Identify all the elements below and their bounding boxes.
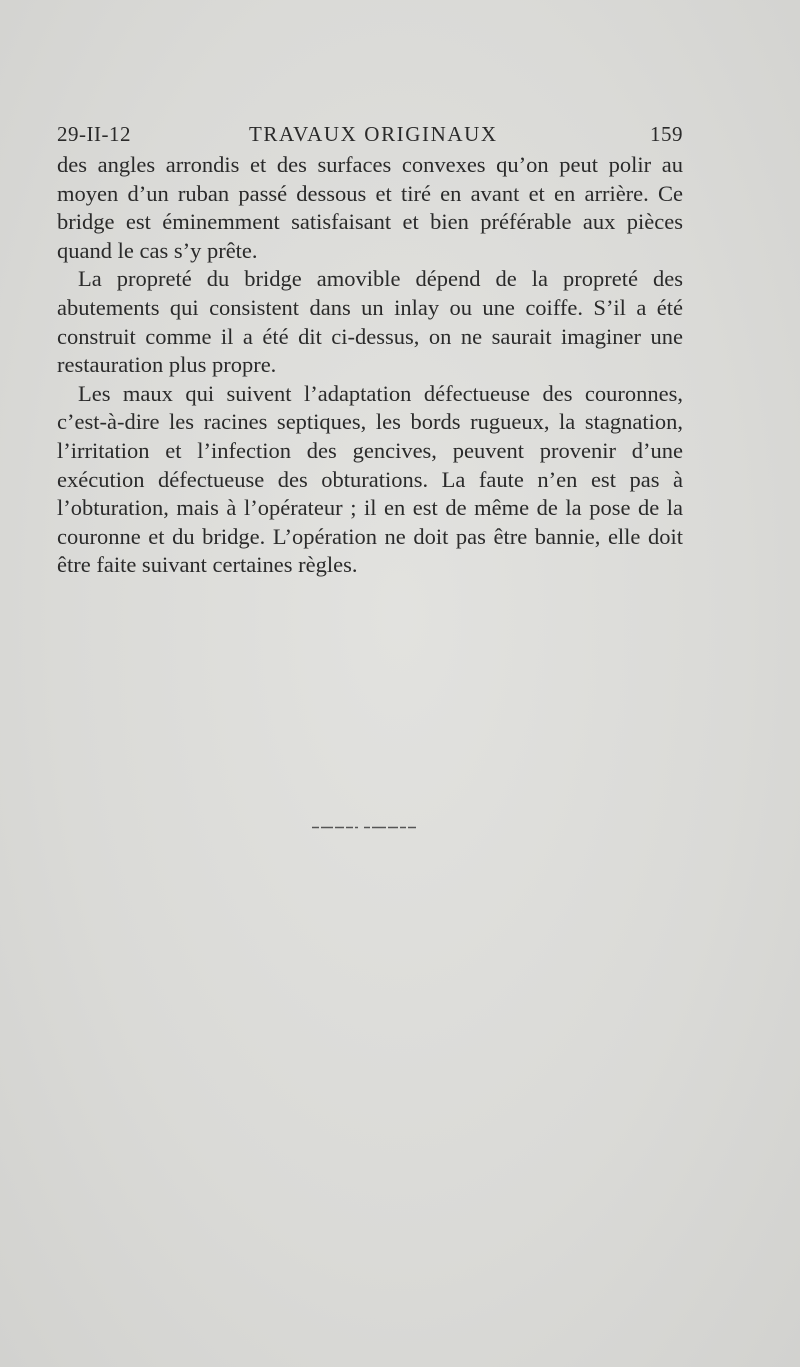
body-text	[57, 151, 683, 580]
paragraph-defective-adaptation: Les maux qui suivent l’adaptation défectueuse des couronnes, c’est-à-dire les racines septiques, les bords rugueux, la stagnation, l’irritation et l’infection des gencives, peuvent provenir d’une exécution défectueuse des obturations. La faute n’en est pas à l’obturation, mais à l’opérateur ; il en est de même de la pose de la couronne et du bridge. L’opération ne doit pas être bannie, elle doit être faite suivant certaines règles.	[57, 380, 683, 578]
section-end-rule	[312, 826, 416, 829]
running-head	[57, 122, 683, 150]
page-number: 159	[650, 122, 683, 146]
header-title: TRAVAUX ORIGINAUX	[249, 122, 498, 146]
header-date: 29-II-12	[57, 122, 131, 146]
paragraph-removable-bridge: La propreté du bridge amovible dépend de la propreté des abutements qui consistent dans un inlay ou une coiffe. S’il a été construit comme il a été dit ci-dessus, on ne saurait imaginer une restauration plus propre.	[57, 266, 683, 378]
paragraph-continuation: des angles arrondis et des surfaces convexes qu’on peut polir au moyen d’un ruban passé dessous et tiré en avant et en arrière. Ce bridge est éminemment satisfaisant et bien préférable aux pièces quand le cas s’y prête.	[57, 152, 683, 263]
